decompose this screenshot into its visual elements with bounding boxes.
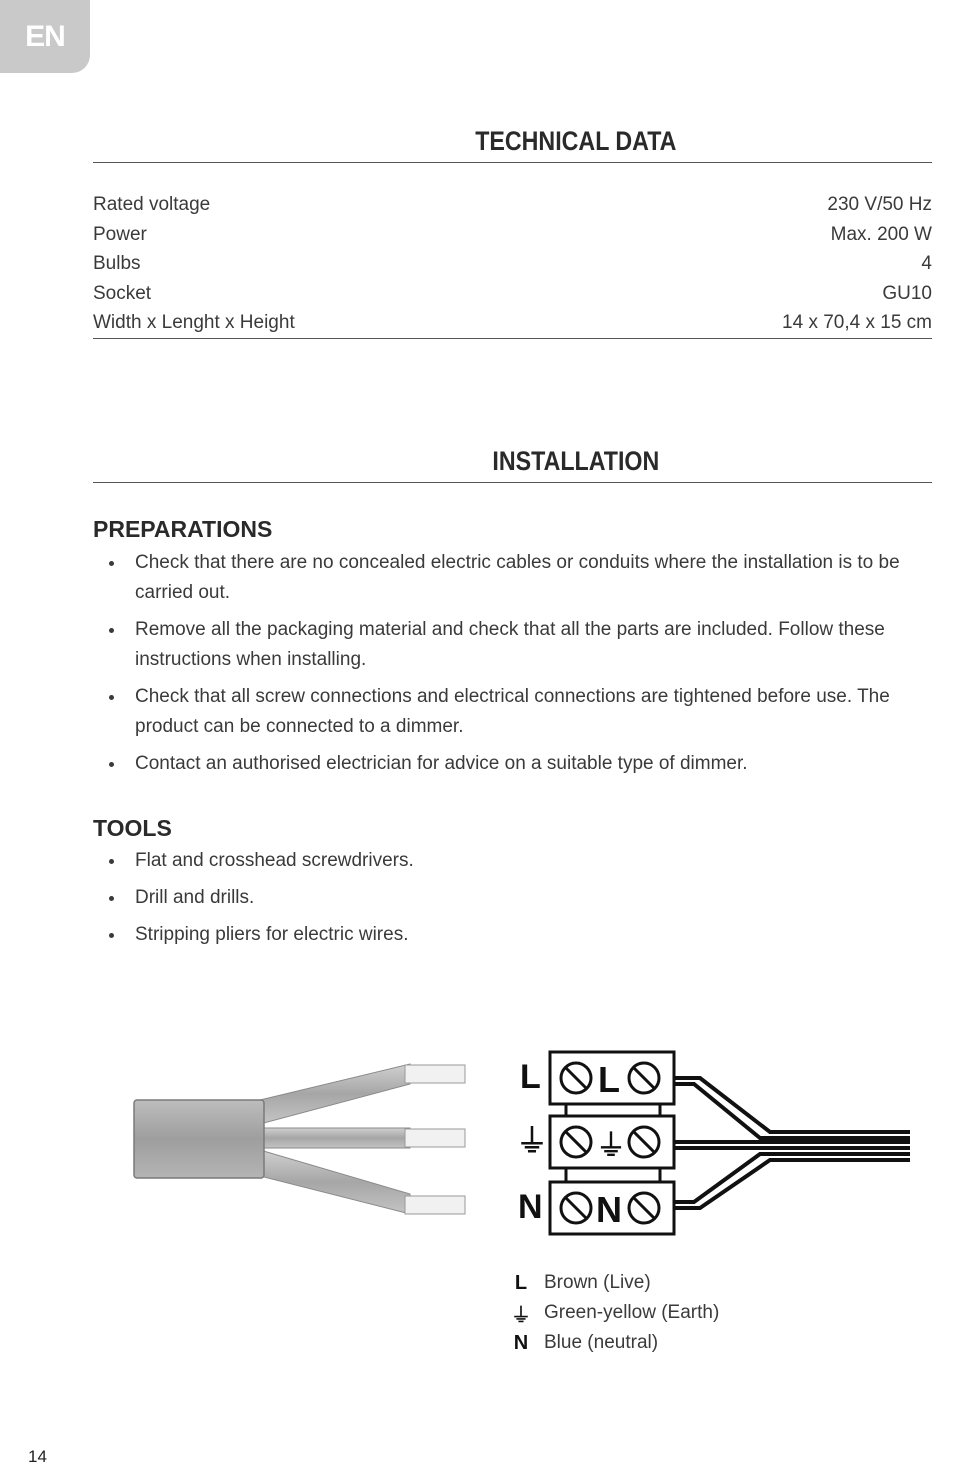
spec-value: 14 x 70,4 x 15 cm <box>782 312 932 334</box>
neutral-symbol: N <box>513 1331 529 1354</box>
table-divider <box>93 338 932 339</box>
spec-value: Max. 200 W <box>830 223 932 245</box>
list-item: Contact an authorised electrician for advice on a suitable type of dimmer. <box>93 749 932 779</box>
spec-row <box>93 308 932 338</box>
legend-text: Brown (Live) <box>544 1272 651 1293</box>
spec-label: Socket <box>93 282 152 304</box>
installation-title: INSTALLATION <box>492 446 660 476</box>
output-wires <box>674 1078 910 1208</box>
wire-legend <box>510 1268 719 1358</box>
spec-value: 230 V/50 Hz <box>827 194 932 215</box>
cable-illustration <box>134 1064 465 1214</box>
list-item: Check that all screw connections and electrical connections are tightened before use. The product can be connected to a dimmer. <box>93 682 932 742</box>
wiring-diagram <box>120 1040 920 1240</box>
list-item: Remove all the packaging material and check that all the parts are included. Follow these instructions when installing. <box>93 615 932 675</box>
spec-label: Bulbs <box>93 253 141 275</box>
legend-text: Blue (neutral) <box>544 1332 659 1353</box>
spec-row <box>93 249 932 279</box>
cable-sheath <box>134 1100 264 1178</box>
tools-heading: TOOLS <box>93 815 172 841</box>
legend-text: Green-yellow (Earth) <box>544 1302 720 1323</box>
list-item: Check that there are no concealed electric cables or conduits where the installation is to be carried out. <box>93 548 932 608</box>
spec-label: Width x Lenght x Height <box>93 312 295 334</box>
preparations-list <box>93 548 932 786</box>
spec-value: GU10 <box>882 282 932 304</box>
terminal-label-neutral: N <box>518 1188 543 1226</box>
page-number: 14 <box>28 1447 47 1466</box>
terminal-label-live: L <box>520 1058 541 1096</box>
wire-neutral <box>260 1150 410 1214</box>
title-divider <box>93 482 932 483</box>
wire-live-stripped <box>405 1065 465 1083</box>
wire-live <box>260 1064 410 1124</box>
terminal-label-earth: ⏚ <box>516 1122 549 1160</box>
wire-neutral-stripped <box>405 1196 465 1214</box>
spec-table <box>93 190 932 338</box>
wire-earth-stripped <box>405 1129 465 1147</box>
spec-label: Rated voltage <box>93 194 211 215</box>
legend-row <box>510 1268 719 1298</box>
language-tab: EN <box>0 0 90 73</box>
title-divider <box>93 162 932 163</box>
technical-data-title: TECHNICAL DATA <box>475 126 677 156</box>
wire-earth <box>260 1128 410 1148</box>
list-item: Flat and crosshead screwdrivers. <box>93 846 932 876</box>
spec-row <box>93 279 932 309</box>
spec-value: 4 <box>921 253 932 275</box>
spec-row <box>93 220 932 250</box>
block-label-earth: ⏚ <box>596 1129 626 1164</box>
earth-icon: ⏚ <box>511 1304 531 1327</box>
spec-label: Power <box>93 223 147 245</box>
tools-list <box>93 846 932 957</box>
preparations-heading: PREPARATIONS <box>93 516 273 542</box>
legend-row <box>510 1328 719 1358</box>
spec-row <box>93 190 932 220</box>
block-label-neutral: N <box>596 1189 622 1230</box>
live-symbol: L <box>514 1271 528 1294</box>
list-item: Drill and drills. <box>93 883 932 913</box>
list-item: Stripping pliers for electric wires. <box>93 920 932 950</box>
legend-row <box>510 1298 719 1328</box>
block-label-live: L <box>598 1059 620 1100</box>
